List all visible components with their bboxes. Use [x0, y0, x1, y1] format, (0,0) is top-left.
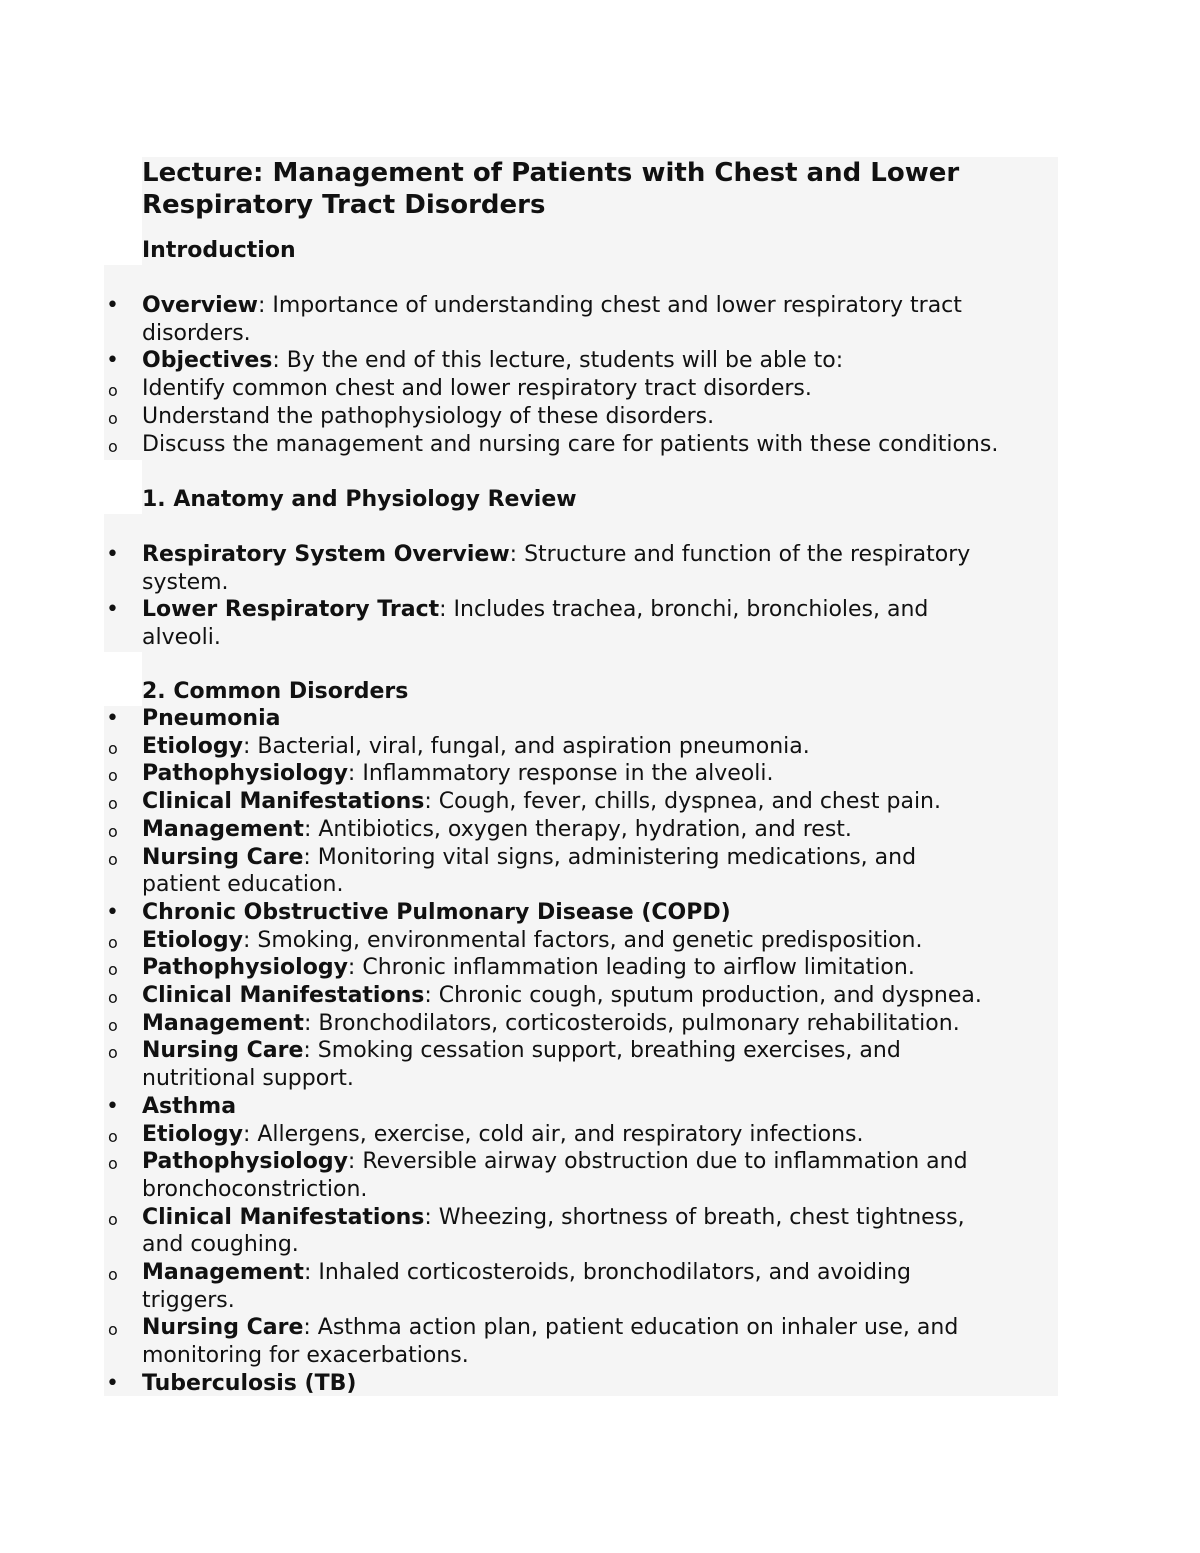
list-item-text: : Importance of understanding chest and lower respiratory tract	[257, 293, 962, 318]
list-item	[142, 816, 1057, 844]
list-item-term: Nursing Care	[142, 1038, 304, 1064]
list-item-continuation: and coughing.	[142, 1232, 299, 1258]
list-item-term: Management	[142, 1260, 304, 1285]
list-item	[142, 1093, 1057, 1121]
list-item	[142, 1204, 1057, 1232]
list-item	[142, 954, 1057, 982]
list-item-text: : Includes trachea, bronchi, bronchioles, and	[439, 597, 929, 623]
list-item-term: Clinical Manifestations	[142, 983, 425, 1008]
list-item-term: Management	[142, 816, 304, 842]
list-item	[142, 844, 1057, 872]
list-item-term: Pathophysiology	[142, 955, 348, 981]
list-item-text: : Inflammatory response in the alveoli.	[347, 761, 774, 787]
list-item	[142, 403, 1057, 431]
list-item	[142, 760, 1057, 788]
title-line-2: Respiratory Tract Disorders	[142, 190, 546, 220]
list-item-text: : Chronic cough, sputum production, and dyspnea.	[424, 983, 982, 1008]
list-item	[142, 541, 1057, 569]
sub-bullet-marker: o	[108, 1209, 118, 1229]
list-item-continuation: nutritional support.	[142, 1066, 354, 1092]
list-item-text: : Asthma action plan, patient education on inhaler use, and	[303, 1315, 959, 1341]
list-item-term: Clinical Manifestations	[142, 1204, 425, 1230]
list-item	[142, 788, 1057, 816]
bullet-marker: •	[106, 899, 119, 925]
list-item	[142, 596, 1057, 624]
list-item-text: : Wheezing, shortness of breath, chest tightness,	[424, 1204, 965, 1230]
list-item-term: Pneumonia	[142, 706, 281, 731]
bullet-marker: •	[106, 706, 119, 731]
list-item-continuation: bronchoconstriction.	[142, 1176, 368, 1202]
list-item	[142, 982, 1057, 1010]
list-item-text: : Smoking cessation support, breathing exercises, and	[303, 1038, 901, 1064]
list-item-text: : Smoking, environmental factors, and genetic predisposition.	[242, 927, 923, 953]
sub-bullet-marker: o	[108, 849, 118, 869]
sub-bullet-marker: o	[108, 1043, 118, 1063]
list-item	[142, 1010, 1057, 1038]
list-item-text: Understand the pathophysiology of these disorders.	[142, 403, 715, 429]
list-item	[142, 347, 1057, 375]
sub-bullet-marker: o	[108, 1154, 118, 1174]
section2-heading: 2. Common Disorders	[142, 679, 409, 704]
list-item-term: Etiology	[142, 1121, 243, 1147]
list-item	[142, 1148, 1057, 1176]
sub-bullet-marker: o	[108, 436, 118, 456]
list-item-term: Pathophysiology	[142, 761, 348, 787]
sub-bullet-marker: o	[108, 960, 118, 980]
bullet-marker: •	[106, 293, 119, 318]
list-item-continuation: triggers.	[142, 1287, 235, 1313]
list-item	[142, 292, 1057, 320]
list-item-term: Objectives	[142, 348, 273, 374]
sub-bullet-marker: o	[108, 766, 118, 786]
list-item-term: Chronic Obstructive Pulmonary Disease (COPD)	[142, 899, 731, 925]
sub-bullet-marker: o	[108, 1126, 118, 1146]
sub-bullet-marker: o	[108, 1320, 118, 1340]
list-item-text: : Inhaled corticosteroids, bronchodilators, and avoiding	[303, 1260, 912, 1285]
list-item-term: Lower Respiratory Tract	[142, 597, 440, 623]
bullet-marker: •	[106, 1370, 119, 1396]
bullet-marker: •	[106, 542, 119, 567]
list-item	[142, 375, 1057, 403]
sub-bullet-marker: o	[108, 738, 118, 758]
sub-bullet-marker: o	[108, 381, 118, 401]
list-item	[142, 1259, 1057, 1287]
bullet-marker: •	[106, 597, 119, 623]
list-item-term: Tuberculosis (TB)	[142, 1370, 357, 1396]
list-item-term: Nursing Care	[142, 1315, 304, 1341]
list-item-continuation: monitoring for exacerbations.	[142, 1343, 469, 1369]
list-item-text: : By the end of this lecture, students will be able to:	[272, 348, 844, 374]
list-item-term: Respiratory System Overview	[142, 542, 510, 567]
list-item	[142, 1370, 1057, 1398]
list-item	[142, 1037, 1057, 1065]
list-item-term: Overview	[142, 293, 258, 318]
list-item	[142, 927, 1057, 955]
section1-heading: 1. Anatomy and Physiology Review	[142, 487, 577, 512]
sub-bullet-marker: o	[108, 988, 118, 1007]
list-item-text: Identify common chest and lower respiratory tract disorders.	[142, 376, 812, 402]
list-item-term: Etiology	[142, 927, 243, 953]
intro-heading: Introduction	[142, 238, 296, 263]
bullet-marker: •	[106, 348, 119, 374]
list-item-text: : Monitoring vital signs, administering medications, and	[303, 844, 917, 870]
list-item-term: Etiology	[142, 733, 243, 759]
sub-bullet-marker: o	[108, 932, 118, 952]
list-item-term: Management	[142, 1010, 304, 1036]
sub-bullet-marker: o	[108, 408, 118, 428]
list-item-text: : Structure and function of the respiratory	[509, 542, 971, 567]
bullet-marker: •	[106, 1093, 119, 1119]
list-item-continuation: alveoli.	[142, 625, 221, 651]
list-item	[142, 705, 1057, 733]
list-item-text: : Allergens, exercise, cold air, and respiratory infections.	[242, 1121, 864, 1147]
sub-bullet-marker: o	[108, 1265, 118, 1284]
list-item	[142, 899, 1057, 927]
list-item-text: : Cough, fever, chills, dyspnea, and chest pain.	[424, 789, 941, 815]
title-line-1: Lecture: Management of Patients with Chest and Lower	[142, 158, 960, 188]
list-item-continuation: system.	[142, 569, 229, 595]
list-item-text: : Bronchodilators, corticosteroids, pulmonary rehabilitation.	[303, 1010, 960, 1036]
list-item-term: Asthma	[142, 1093, 237, 1119]
list-item-continuation: patient education.	[142, 872, 344, 898]
list-item-text: : Bacterial, viral, fungal, and aspiration pneumonia.	[242, 733, 810, 759]
sub-bullet-marker: o	[108, 1015, 118, 1035]
list-item-term: Clinical Manifestations	[142, 789, 425, 815]
list-item-text: : Chronic inflammation leading to airflow limitation.	[347, 955, 915, 981]
list-item	[142, 733, 1057, 761]
list-item-term: Nursing Care	[142, 844, 304, 870]
list-item	[142, 1121, 1057, 1149]
list-item-term: Pathophysiology	[142, 1149, 348, 1175]
list-item	[142, 431, 1057, 459]
document-title	[142, 157, 1042, 221]
list-item	[142, 1314, 1057, 1342]
list-item-continuation: disorders.	[142, 320, 251, 346]
sub-bullet-marker: o	[108, 821, 118, 841]
sub-bullet-marker: o	[108, 794, 118, 814]
list-item-text: Discuss the management and nursing care for patients with these conditions.	[142, 431, 999, 457]
list-item-text: : Antibiotics, oxygen therapy, hydration, and rest.	[303, 816, 852, 842]
list-item-text: : Reversible airway obstruction due to inflammation and	[347, 1149, 968, 1175]
